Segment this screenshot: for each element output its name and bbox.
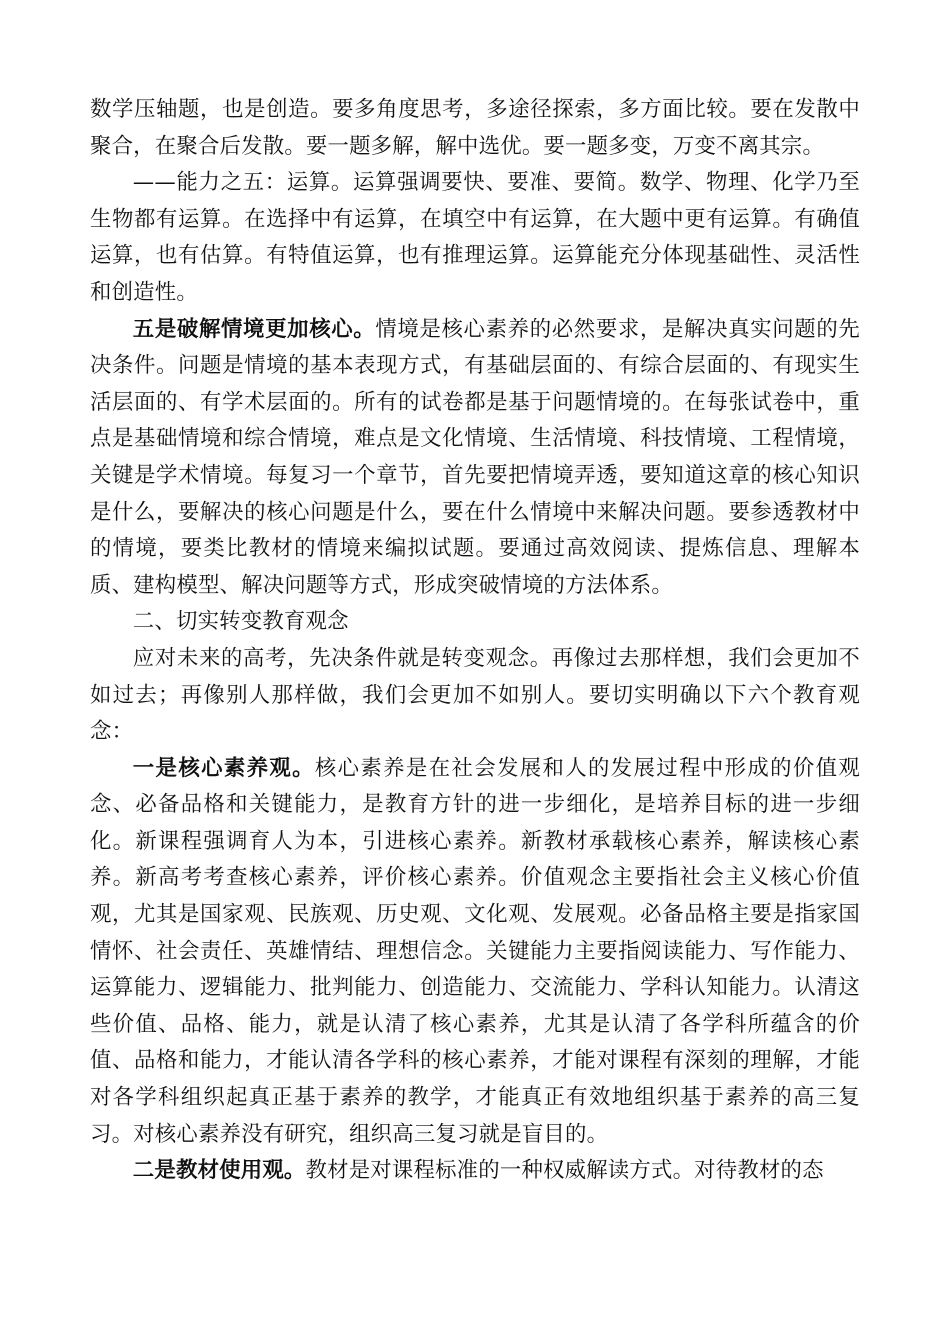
paragraph-6: [90, 751, 860, 1154]
paragraph-1: [90, 92, 860, 165]
paragraph-1-text: 数学压轴题，也是创造。要多角度思考，多途径探索，多方面比较。要在发散中聚合，在聚合后发散。要一题多解，解中选优。要一题多变，万变不离其宗。: [90, 97, 860, 159]
paragraph-3-lead: 五是破解情境更加核心。: [132, 316, 376, 342]
paragraph-6-lead: 一是核心素养观。: [132, 755, 315, 781]
paragraph-6-text: 核心素养是在社会发展和人的发展过程中形成的价值观念、必备品格和关键能力，是教育方针的进一步细化，是培养目标的进一步细化。新课程强调育人为本，引进核心素养。新教材承载核心素养，解读核心素养。新高考考查核心素养，评价核心素养。价值观念主要指社会主义核心价值观，尤其是国家观、民族观、历史观、文化观、发展观。必备品格主要是指家国情怀、社会责任、英雄情结、理想信念。关键能力主要指阅读能力、写作能力、运算能力、逻辑能力、批判能力、创造能力、交流能力、学科认知能力。认清这些价值、品格、能力，就是认清了核心素养，尤其是认清了各学科所蕴含的价值、品格和能力，才能认清各学科的核心素养，才能对课程有深刻的理解，才能对各学科组织起真正基于素养的教学，才能真正有效地组织基于素养的高三复习。对核心素养没有研究，组织高三复习就是盲目的。: [90, 755, 860, 1147]
paragraph-5: [90, 641, 860, 751]
section-heading: [90, 604, 860, 641]
paragraph-7-lead: 二是教材使用观。: [132, 1158, 306, 1184]
paragraph-7: [90, 1153, 860, 1190]
paragraph-2-text: ——能力之五：运算。运算强调要快、要准、要简。数学、物理、化学乃至生物都有运算。在选择中有运算，在填空中有运算，在大题中更有运算。有确值运算，也有估算。有特值运算，也有推理运算。运算能充分体现基础性、灵活性和创造性。: [90, 170, 860, 305]
paragraph-2: [90, 165, 860, 311]
document-page: [90, 92, 860, 1190]
paragraph-3: [90, 312, 860, 605]
paragraph-7-text: 教材是对课程标准的一种权威解读方式。对待教材的态: [305, 1158, 824, 1184]
section-heading-text: 二、切实转变教育观念: [132, 609, 349, 635]
paragraph-3-text: 情境是核心素养的必然要求，是解决真实问题的先决条件。问题是情境的基本表现方式，有基础层面的、有综合层面的、有现实生活层面的、有学术层面的。所有的试卷都是基于问题情境的。在每张试卷中，重点是基础情境和综合情境，难点是文化情境、生活情境、科技情境、工程情境，关键是学术情境。每复习一个章节，首先要把情境弄透，要知道这章的核心知识是什么，要解决的核心问题是什么，要在什么情境中来解决问题。要参透教材中的情境，要类比教材的情境来编拟试题。要通过高效阅读、提炼信息、理解本质、建构模型、解决问题等方式，形成突破情境的方法体系。: [90, 316, 861, 598]
paragraph-5-text: 应对未来的高考，先决条件就是转变观念。再像过去那样想，我们会更加不如过去；再像别人那样做，我们会更加不如别人。要切实明确以下六个教育观念：: [90, 645, 860, 745]
